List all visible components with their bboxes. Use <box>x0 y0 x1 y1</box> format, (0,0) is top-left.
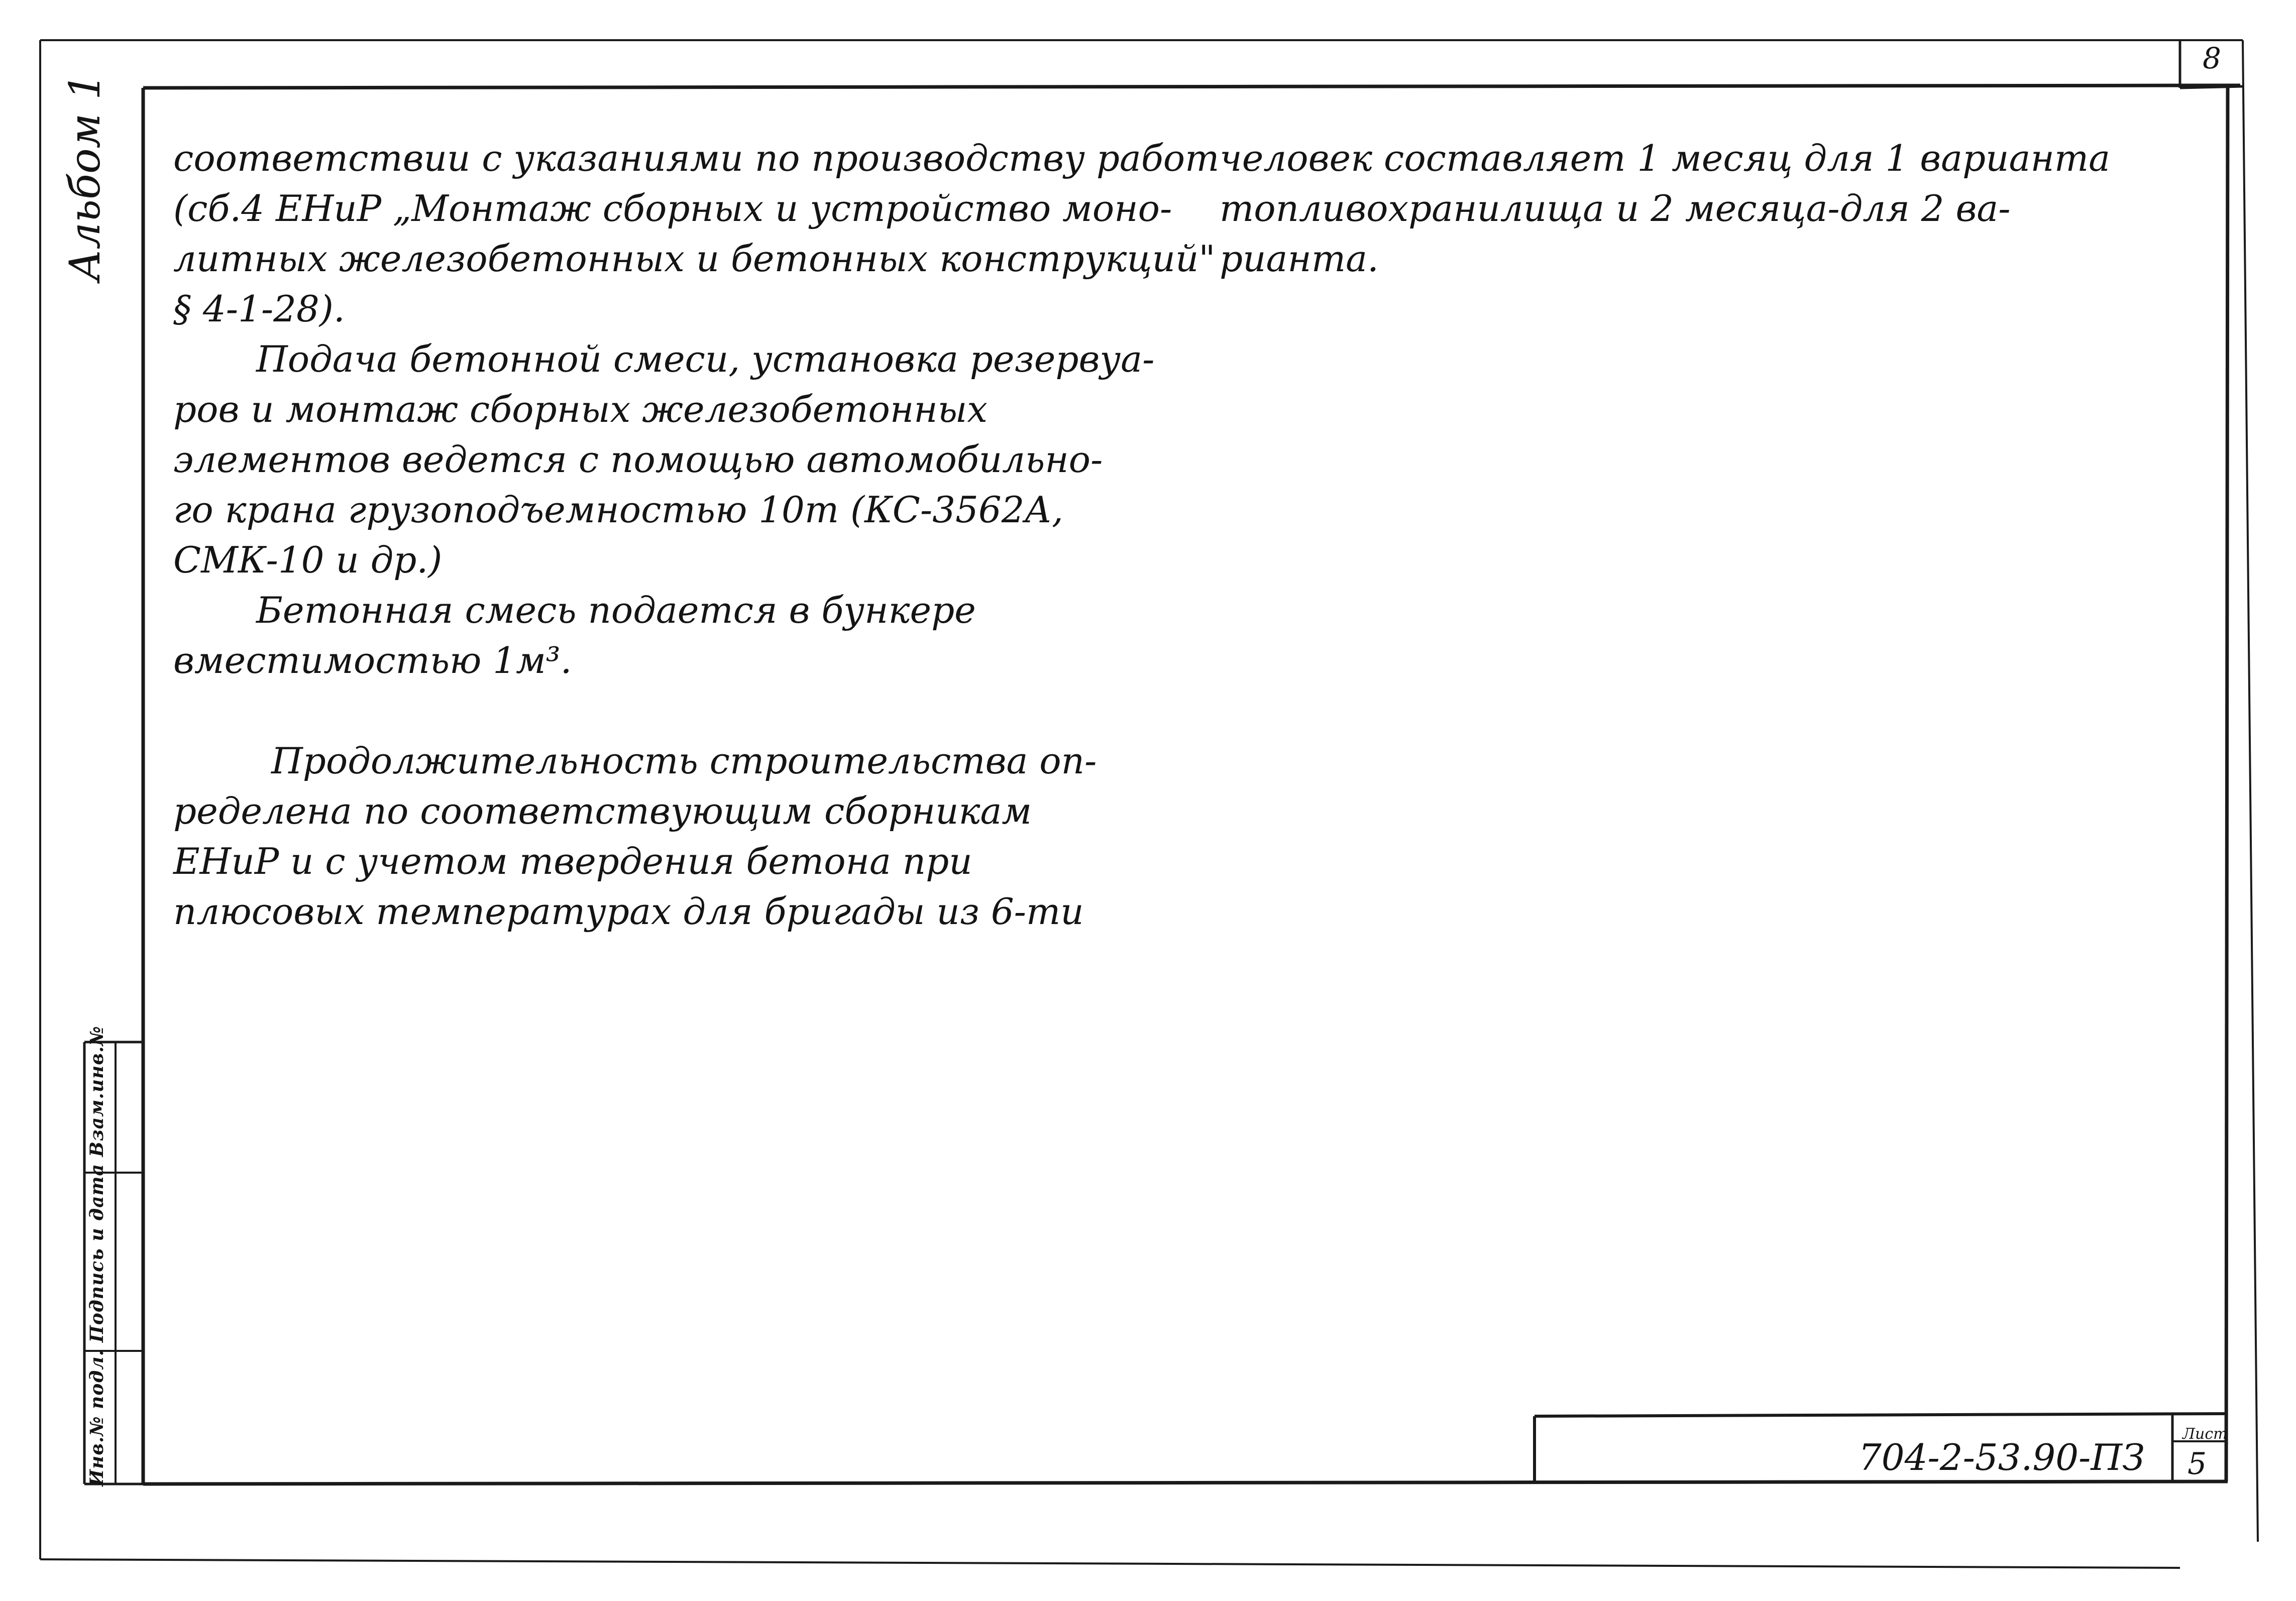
text-line: элементов ведется с помощью автомобильно- <box>173 438 1103 481</box>
text-line: литных железобетонных и бетонных конструкций" <box>173 238 1216 280</box>
document-number: 704-2-53.90-ПЗ <box>1858 1436 2145 1478</box>
text-line: го крана грузоподъемностью 10т (КС-3562А, <box>173 489 1063 531</box>
right-text-column <box>1220 133 2174 284</box>
text-line: ЕНиР и с учетом твердения бетона при <box>173 840 972 882</box>
text-line: Подача бетонной смеси, установка резервуа- <box>256 338 1155 380</box>
text-line: ределена по соответствующим сборникам <box>173 790 1032 832</box>
stamp-side-text: Инв.№ подл. Подпись и дата Взам.инв.№ <box>86 1025 107 1486</box>
text-line: СМК-10 и др.) <box>173 539 443 581</box>
text-line <box>173 685 1203 736</box>
left-text-column <box>173 133 1220 937</box>
text-line: Бетонная смесь подается в бункере <box>256 589 976 631</box>
text-line: Продолжительность строительства оп- <box>271 740 1097 782</box>
sheet-number: 5 <box>2188 1446 2207 1481</box>
text-line: соответствии с указаниями по производству работ <box>173 137 1220 179</box>
text-line: топливохранилища и 2 месяца-для 2 ва- <box>1220 187 2011 230</box>
album-label: Альбом 1 <box>60 73 110 281</box>
text-line: вместимостью 1м³. <box>173 639 572 681</box>
sheet-top-number: 8 <box>2203 41 2221 75</box>
text-line: (сб.4 ЕНиР „Монтаж сборных и устройство моно- <box>173 187 1172 230</box>
text-line: плюсовых температурах для бригады из 6-ти <box>173 890 1084 933</box>
text-line: человек составляет 1 месяц для 1 варианта <box>1220 137 2111 179</box>
sheet-label: Лист <box>2182 1425 2228 1443</box>
text-line: ров и монтаж сборных железобетонных <box>173 388 988 430</box>
text-line: рианта. <box>1220 238 1379 280</box>
text-line: § 4-1-28). <box>173 288 345 330</box>
